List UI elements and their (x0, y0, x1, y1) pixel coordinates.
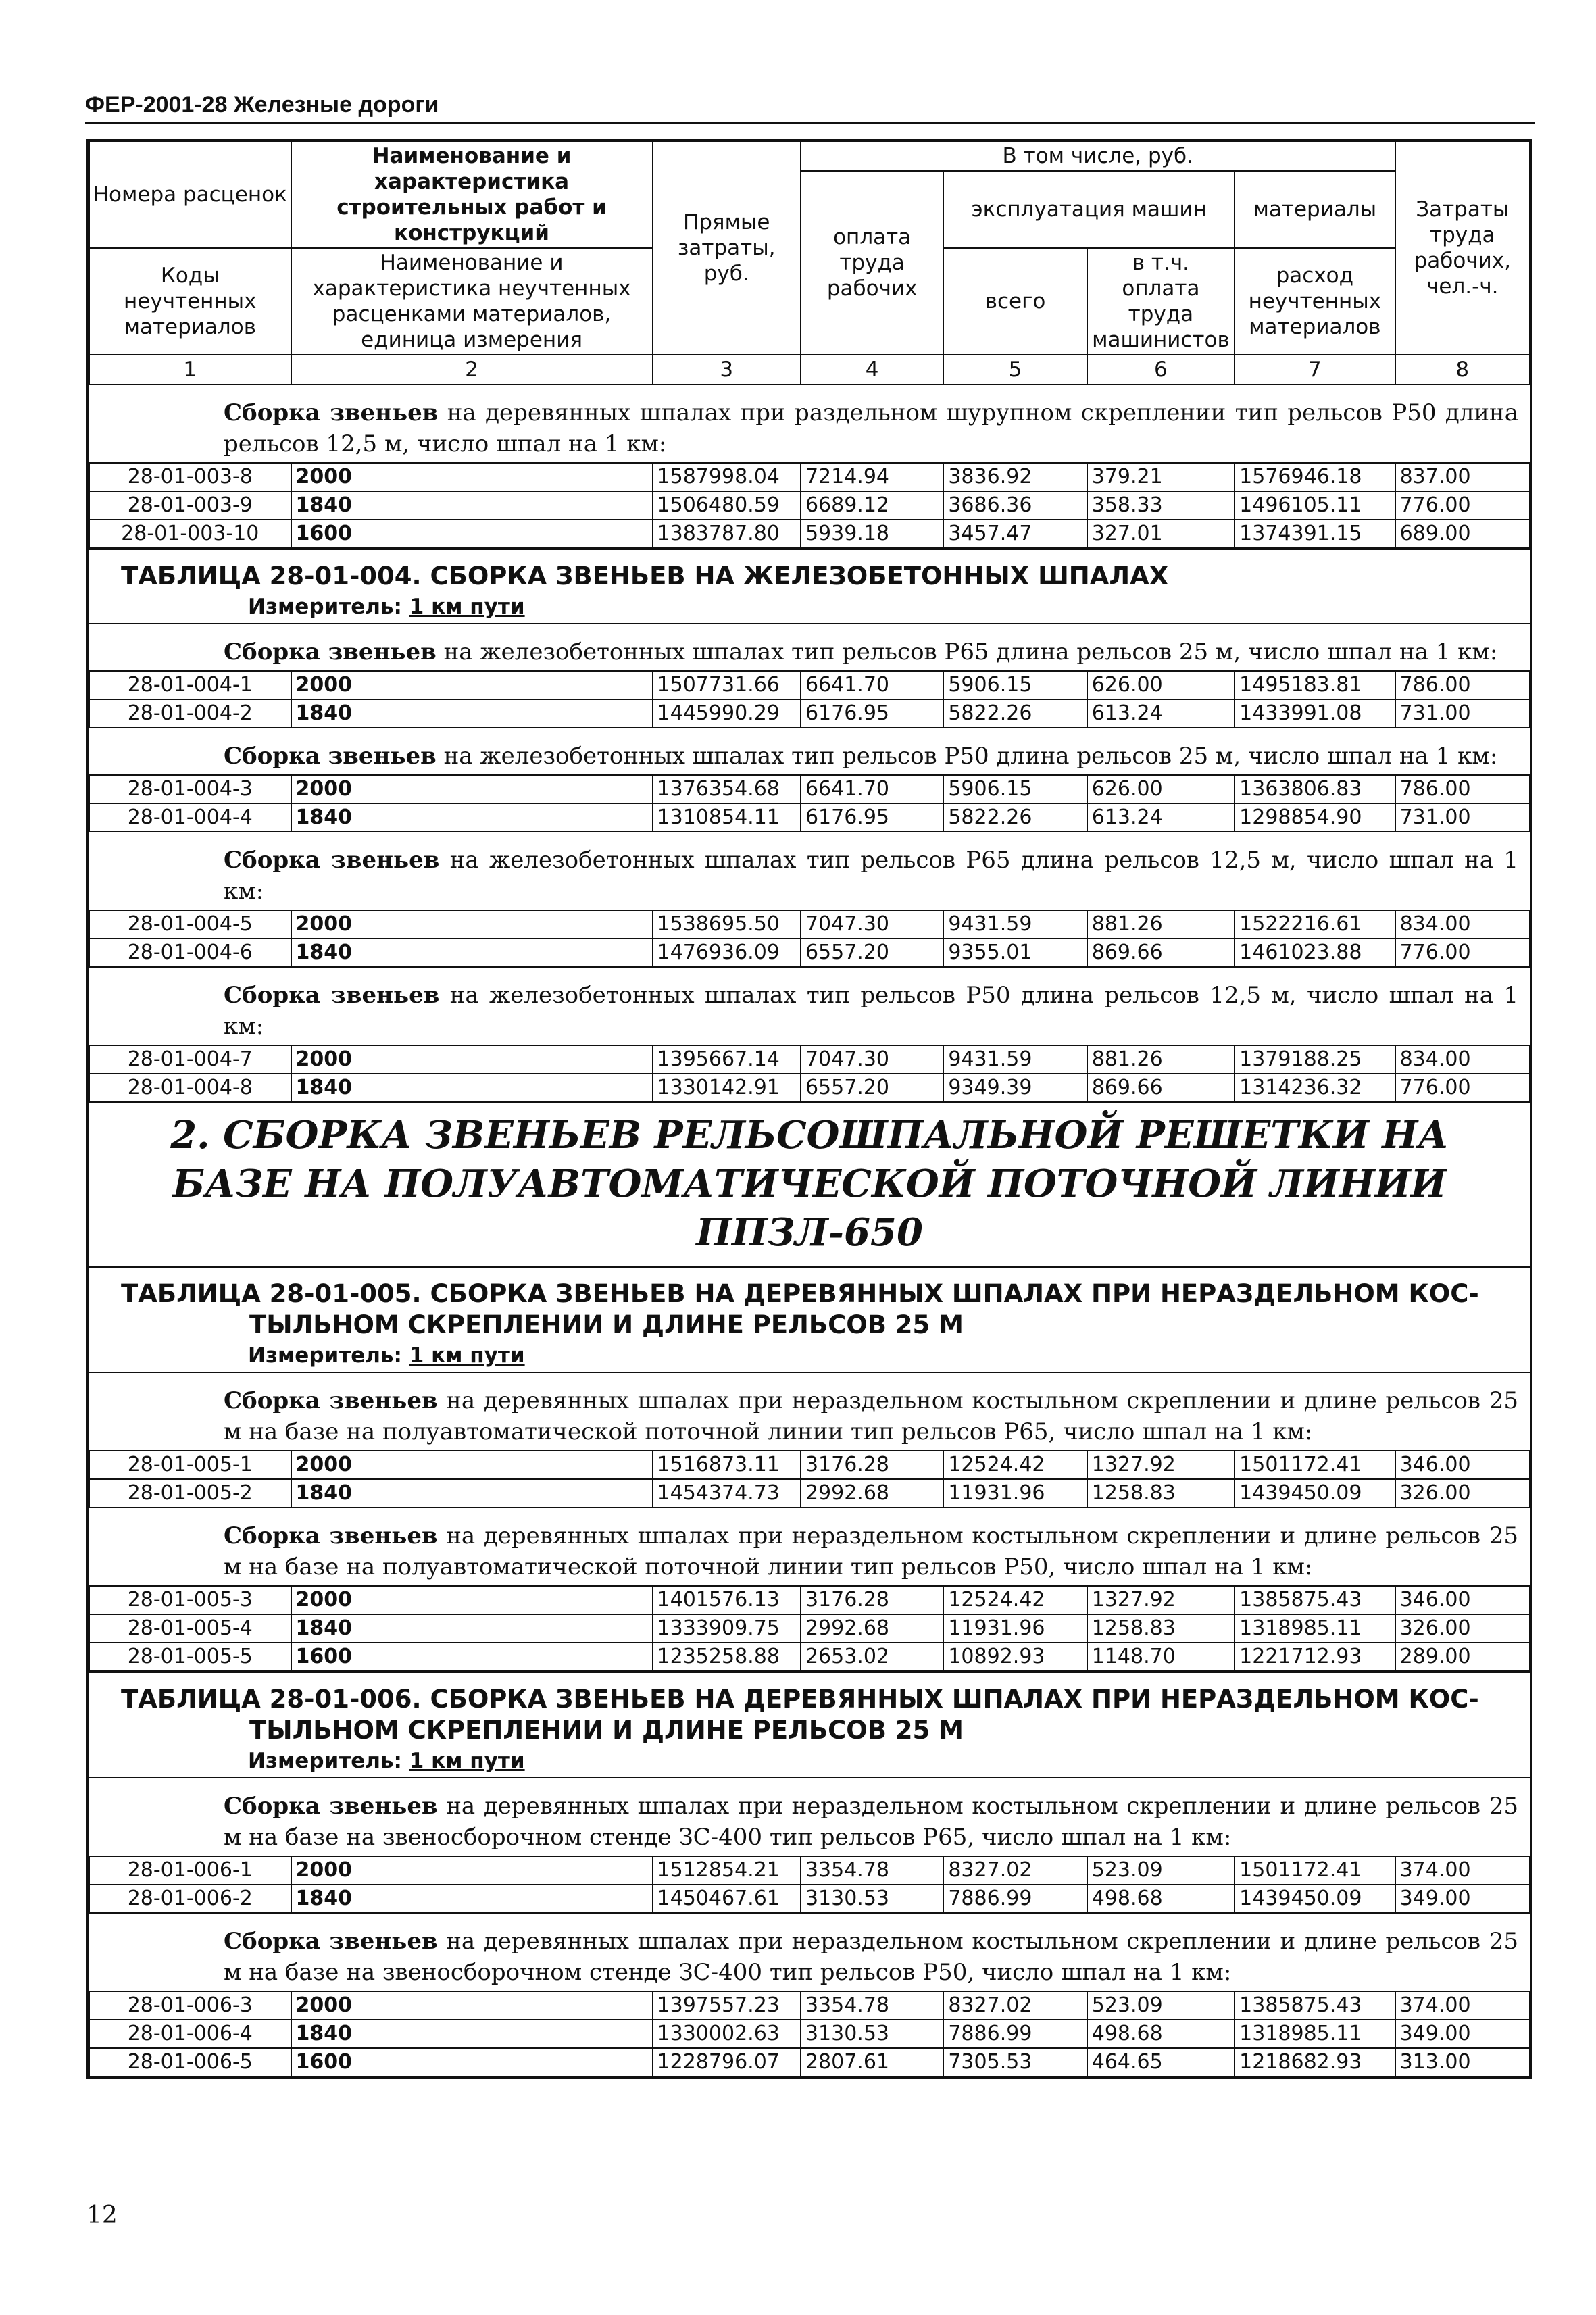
header-rule (85, 122, 1535, 124)
rates-table (89, 910, 1530, 968)
page-number: 12 (86, 2201, 118, 2229)
table-row (89, 910, 1530, 939)
cost-value: 9431.59 (943, 1045, 1087, 1074)
sleepers-count: 1840 (291, 1074, 653, 1102)
table-row (89, 803, 1530, 832)
cost-value: 1385875.43 (1235, 1586, 1395, 1614)
cost-value: 1228796.07 (653, 2048, 801, 2076)
cost-value: 12524.42 (943, 1586, 1087, 1614)
sleepers-count: 2000 (291, 463, 653, 491)
table-title-line: ТАБЛИЦА 28-01-006. СБОРКА ЗВЕНЬЕВ НА ДЕРЕВЯННЫХ ШПАЛАХ ПРИ НЕРАЗДЕЛЬНОМ КОС- (121, 1685, 1479, 1714)
cost-value: 1258.83 (1087, 1479, 1235, 1508)
cost-value: 5822.26 (943, 699, 1087, 728)
cost-value: 1298854.90 (1235, 803, 1395, 832)
table-title (89, 1268, 1530, 1341)
col-code-bottom: Коды неучтенных материалов (89, 248, 291, 355)
measure-label: Измеритель: (248, 1749, 402, 1773)
group-title-lead: Сборка звеньев (224, 847, 440, 874)
column-number: 2 (291, 355, 653, 384)
cost-value: 6557.20 (801, 939, 943, 967)
column-number: 5 (943, 355, 1087, 384)
col-name-top: Наименование и характеристика строительных работ и конструкций (291, 141, 653, 248)
sleepers-count: 2000 (291, 1451, 653, 1479)
cost-value: 6176.95 (801, 803, 943, 832)
group-title-lead: Сборка звеньев (224, 1522, 438, 1549)
cost-value: 374.00 (1395, 1991, 1530, 2020)
group-title-text: на деревянных шпалах при нераздельном костыльном скреплении и длине рельсов 25 м на базе на полуавтоматической поточной линии тип рельсов Р50, число шпал на 1 км: (224, 1522, 1518, 1580)
cost-value: 3176.28 (801, 1451, 943, 1479)
table-row (89, 1614, 1530, 1643)
cost-value: 613.24 (1087, 803, 1235, 832)
rate-code: 28-01-004-7 (89, 1045, 291, 1074)
group-title (89, 968, 1530, 1045)
group-title (89, 1778, 1530, 1856)
rate-code: 28-01-004-5 (89, 910, 291, 939)
cost-value: 7047.30 (801, 1045, 943, 1074)
cost-value: 834.00 (1395, 1045, 1530, 1074)
cost-value: 7047.30 (801, 910, 943, 939)
cost-value: 6176.95 (801, 699, 943, 728)
cost-value: 6641.70 (801, 671, 943, 699)
col-incl: В том числе, руб. (801, 141, 1395, 171)
table-row (89, 939, 1530, 967)
table-title (89, 550, 1530, 592)
cost-value: 1397557.23 (653, 1991, 801, 2020)
table-row (89, 1074, 1530, 1102)
table-title-line: ТЫЛЬНОМ СКРЕПЛЕНИИ И ДЛИНЕ РЕЛЬСОВ 25 М (249, 1310, 964, 1339)
group-title-lead: Сборка звеньев (224, 982, 440, 1009)
cost-value: 1476936.09 (653, 939, 801, 967)
col-materials: материалы (1235, 171, 1395, 248)
rate-code: 28-01-003-8 (89, 463, 291, 491)
section-title: 2. СБОРКА ЗВЕНЬЕВ РЕЛЬСОШПАЛЬНОЙ РЕШЕТКИ НА БАЗЕ НА ПОЛУАВТОМАТИЧЕСКОЙ ПОТОЧНОЙ ЛИНИИ ППЗЛ-650 (170, 1113, 1449, 1255)
table-header (89, 141, 1530, 385)
measure-unit (89, 1746, 1530, 1777)
cost-value: 1522216.61 (1235, 910, 1395, 939)
sleepers-count: 1840 (291, 2020, 653, 2048)
column-number: 7 (1235, 355, 1395, 384)
sleepers-count: 2000 (291, 775, 653, 803)
measure-value: 1 км пути (409, 1343, 525, 1368)
cost-value: 3836.92 (943, 463, 1087, 491)
rates-table (89, 670, 1530, 728)
group-title-text: на деревянных шпалах при раздельном шурупном скреплении тип рельсов Р50 длина рельсов 12,5 м, число шпал на 1 км: (224, 399, 1518, 457)
rate-code: 28-01-005-5 (89, 1643, 291, 1671)
table-row (89, 2020, 1530, 2048)
cost-value: 3354.78 (801, 1856, 943, 1885)
cost-value: 1327.92 (1087, 1451, 1235, 1479)
cost-value: 1327.92 (1087, 1586, 1235, 1614)
measure-label: Измеритель: (248, 1343, 402, 1368)
rates-table (89, 1856, 1530, 1914)
group-title (89, 385, 1530, 462)
cost-value: 7886.99 (943, 1885, 1087, 1913)
rates-table (89, 462, 1530, 549)
cost-value: 5906.15 (943, 775, 1087, 803)
cost-value: 776.00 (1395, 939, 1530, 967)
column-number: 6 (1087, 355, 1235, 384)
table-row (89, 463, 1530, 491)
sleepers-count: 2000 (291, 671, 653, 699)
cost-value: 7214.94 (801, 463, 943, 491)
group-title (89, 728, 1530, 774)
cost-value: 1461023.88 (1235, 939, 1395, 967)
cost-value: 12524.42 (943, 1451, 1087, 1479)
cost-value: 1516873.11 (653, 1451, 801, 1479)
cost-value: 8327.02 (943, 1991, 1087, 2020)
cost-value: 3686.36 (943, 491, 1087, 520)
table-row (89, 1856, 1530, 1885)
cost-value: 3457.47 (943, 520, 1087, 548)
table-body (89, 385, 1530, 2077)
col-labor-pay: оплата труда рабочих (801, 171, 943, 355)
sleepers-count: 1840 (291, 939, 653, 967)
rate-code: 28-01-004-2 (89, 699, 291, 728)
col-machines: эксплуатация машин (943, 171, 1235, 248)
cost-value: 1314236.32 (1235, 1074, 1395, 1102)
col-name-bottom: Наименование и характеристика неучтенных расценками материалов, единица измерения (291, 248, 653, 355)
cost-value: 1495183.81 (1235, 671, 1395, 699)
cost-value: 464.65 (1087, 2048, 1235, 2076)
cost-value: 1318985.11 (1235, 2020, 1395, 2048)
cost-value: 5906.15 (943, 671, 1087, 699)
cost-value: 869.66 (1087, 1074, 1235, 1102)
table-row (89, 1643, 1530, 1671)
sleepers-count: 2000 (291, 1856, 653, 1885)
measure-value: 1 км пути (409, 1749, 525, 1773)
cost-value: 1333909.75 (653, 1614, 801, 1643)
cost-value: 1385875.43 (1235, 1991, 1395, 2020)
cost-value: 11931.96 (943, 1479, 1087, 1508)
cost-value: 1445990.29 (653, 699, 801, 728)
sleepers-count: 1840 (291, 803, 653, 832)
rate-table (86, 139, 1532, 2079)
cost-value: 1379188.25 (1235, 1045, 1395, 1074)
rates-table (89, 1045, 1530, 1103)
sleepers-count: 1600 (291, 2048, 653, 2076)
cost-value: 1376354.68 (653, 775, 801, 803)
cost-value: 1439450.09 (1235, 1885, 1395, 1913)
cost-value: 869.66 (1087, 939, 1235, 967)
rate-code: 28-01-006-2 (89, 1885, 291, 1913)
group-title-text: на железобетонных шпалах тип рельсов Р50 длина рельсов 12,5 м, число шпал на 1 км: (224, 982, 1518, 1040)
cost-value: 1501172.41 (1235, 1856, 1395, 1885)
sleepers-count: 2000 (291, 1991, 653, 2020)
group-title (89, 1508, 1530, 1585)
rate-code: 28-01-004-1 (89, 671, 291, 699)
cost-value: 9355.01 (943, 939, 1087, 967)
cost-value: 346.00 (1395, 1586, 1530, 1614)
cost-value: 1538695.50 (653, 910, 801, 939)
cost-value: 5939.18 (801, 520, 943, 548)
cost-value: 1318985.11 (1235, 1614, 1395, 1643)
cost-value: 834.00 (1395, 910, 1530, 939)
cost-value: 2992.68 (801, 1479, 943, 1508)
cost-value: 326.00 (1395, 1479, 1530, 1508)
col-code-top: Номера расценок (89, 141, 291, 248)
table-row (89, 1586, 1530, 1614)
group-title-text: на железобетонных шпалах тип рельсов Р65 длина рельсов 12,5 м, число шпал на 1 км: (224, 847, 1518, 905)
sleepers-count: 1600 (291, 1643, 653, 1671)
table-title (89, 1673, 1530, 1746)
cost-value: 1496105.11 (1235, 491, 1395, 520)
col-machines-operator: в т.ч. оплата труда машинистов (1087, 248, 1235, 355)
cost-value: 1383787.80 (653, 520, 801, 548)
col-labor: Затраты труда рабочих, чел.-ч. (1395, 141, 1530, 355)
cost-value: 1450467.61 (653, 1885, 801, 1913)
rate-code: 28-01-004-3 (89, 775, 291, 803)
cost-value: 626.00 (1087, 671, 1235, 699)
cost-value: 7305.53 (943, 2048, 1087, 2076)
rates-table (89, 1585, 1530, 1672)
group-title-lead: Сборка звеньев (224, 639, 437, 666)
cost-value: 881.26 (1087, 1045, 1235, 1074)
rate-code: 28-01-004-4 (89, 803, 291, 832)
cost-value: 1374391.15 (1235, 520, 1395, 548)
cost-value: 8327.02 (943, 1856, 1087, 1885)
measure-unit (89, 592, 1530, 623)
cost-value: 358.33 (1087, 491, 1235, 520)
cost-value: 379.21 (1087, 463, 1235, 491)
cost-value: 327.01 (1087, 520, 1235, 548)
measure-label: Измеритель: (248, 595, 402, 619)
cost-value: 2653.02 (801, 1643, 943, 1671)
cost-value: 1433991.08 (1235, 699, 1395, 728)
table-title-line: ТЫЛЬНОМ СКРЕПЛЕНИИ И ДЛИНЕ РЕЛЬСОВ 25 М (249, 1716, 964, 1745)
measure-value: 1 км пути (409, 595, 525, 619)
measure-unit (89, 1341, 1530, 1372)
col-direct: Прямые затраты, руб. (653, 141, 801, 355)
cost-value: 776.00 (1395, 491, 1530, 520)
table-row (89, 491, 1530, 520)
cost-value: 731.00 (1395, 803, 1530, 832)
cost-value: 313.00 (1395, 2048, 1530, 2076)
cost-value: 1439450.09 (1235, 1479, 1395, 1508)
group-title-lead: Сборка звеньев (224, 743, 437, 770)
cost-value: 837.00 (1395, 463, 1530, 491)
table-row (89, 1479, 1530, 1508)
table-row (89, 1885, 1530, 1913)
group-title-text: на деревянных шпалах при нераздельном костыльном скреплении и длине рельсов 25 м на базе на звеносборочном стенде ЗС-400 тип рельсов Р50, число шпал на 1 км: (224, 1928, 1518, 1986)
cost-value: 498.68 (1087, 1885, 1235, 1913)
table-row (89, 1991, 1530, 2020)
sleepers-count: 2000 (291, 910, 653, 939)
table-row (89, 671, 1530, 699)
group-title-text: на деревянных шпалах при нераздельном костыльном скреплении и длине рельсов 25 м на базе на полуавтоматической поточной линии тип рельсов Р65, число шпал на 1 км: (224, 1387, 1518, 1445)
column-number: 4 (801, 355, 943, 384)
cost-value: 1258.83 (1087, 1614, 1235, 1643)
rates-table (89, 774, 1530, 832)
sleepers-count: 1840 (291, 1885, 653, 1913)
running-header: ФЕР-2001-28 Железные дороги (85, 92, 439, 118)
cost-value: 731.00 (1395, 699, 1530, 728)
table-row (89, 2048, 1530, 2076)
cost-value: 786.00 (1395, 671, 1530, 699)
cost-value: 3354.78 (801, 1991, 943, 2020)
cost-value: 11931.96 (943, 1614, 1087, 1643)
sleepers-count: 1840 (291, 699, 653, 728)
cost-value: 881.26 (1087, 910, 1235, 939)
sleepers-count: 1840 (291, 491, 653, 520)
table-row (89, 520, 1530, 548)
cost-value: 1330142.91 (653, 1074, 801, 1102)
cost-value: 1501172.41 (1235, 1451, 1395, 1479)
rate-code: 28-01-005-4 (89, 1614, 291, 1643)
cost-value: 1587998.04 (653, 463, 801, 491)
cost-value: 3176.28 (801, 1586, 943, 1614)
cost-value: 7886.99 (943, 2020, 1087, 2048)
sleepers-count: 1840 (291, 1479, 653, 1508)
table-title-line: ТАБЛИЦА 28-01-005. СБОРКА ЗВЕНЬЕВ НА ДЕРЕВЯННЫХ ШПАЛАХ ПРИ НЕРАЗДЕЛЬНОМ КОС- (121, 1279, 1479, 1308)
group-title (89, 1373, 1530, 1450)
cost-value: 1576946.18 (1235, 463, 1395, 491)
cost-value: 1401576.13 (653, 1586, 801, 1614)
cost-value: 1330002.63 (653, 2020, 801, 2048)
rate-code: 28-01-004-8 (89, 1074, 291, 1102)
cost-value: 10892.93 (943, 1643, 1087, 1671)
cost-value: 1506480.59 (653, 491, 801, 520)
rate-code: 28-01-003-10 (89, 520, 291, 548)
cost-value: 6641.70 (801, 775, 943, 803)
group-title-lead: Сборка звеньев (224, 1928, 438, 1955)
cost-value: 1507731.66 (653, 671, 801, 699)
group-title (89, 1914, 1530, 1991)
group-title (89, 624, 1530, 670)
cost-value: 1148.70 (1087, 1643, 1235, 1671)
cost-value: 326.00 (1395, 1614, 1530, 1643)
table-row (89, 775, 1530, 803)
rate-code: 28-01-006-4 (89, 2020, 291, 2048)
cost-value: 3130.53 (801, 2020, 943, 2048)
column-number: 8 (1395, 355, 1530, 384)
cost-value: 523.09 (1087, 1991, 1235, 2020)
rate-code: 28-01-006-3 (89, 1991, 291, 2020)
cost-value: 1310854.11 (653, 803, 801, 832)
cost-value: 1512854.21 (653, 1856, 801, 1885)
group-title-text: на деревянных шпалах при нераздельном костыльном скреплении и длине рельсов 25 м на базе на звеносборочном стенде ЗС-400 тип рельсов Р65, число шпал на 1 км: (224, 1793, 1518, 1851)
col-materials-expense: расход неучтенных материалов (1235, 248, 1395, 355)
cost-value: 9431.59 (943, 910, 1087, 939)
rate-code: 28-01-006-5 (89, 2048, 291, 2076)
rate-code: 28-01-003-9 (89, 491, 291, 520)
cost-value: 626.00 (1087, 775, 1235, 803)
cost-value: 1218682.93 (1235, 2048, 1395, 2076)
cost-value: 289.00 (1395, 1643, 1530, 1671)
group-title (89, 832, 1530, 910)
cost-value: 613.24 (1087, 699, 1235, 728)
table-title-line: ТАБЛИЦА 28-01-004. СБОРКА ЗВЕНЬЕВ НА ЖЕЛЕЗОБЕТОННЫХ ШПАЛАХ (121, 562, 1169, 591)
cost-value: 2807.61 (801, 2048, 943, 2076)
group-title-lead: Сборка звеньев (224, 1387, 438, 1414)
cost-value: 498.68 (1087, 2020, 1235, 2048)
cost-value: 5822.26 (943, 803, 1087, 832)
col-machines-total: всего (943, 248, 1087, 355)
cost-value: 374.00 (1395, 1856, 1530, 1885)
cost-value: 9349.39 (943, 1074, 1087, 1102)
cost-value: 689.00 (1395, 520, 1530, 548)
cost-value: 1363806.83 (1235, 775, 1395, 803)
table-row (89, 1451, 1530, 1479)
rate-code: 28-01-006-1 (89, 1856, 291, 1885)
cost-value: 349.00 (1395, 1885, 1530, 1913)
group-title-text: на железобетонных шпалах тип рельсов Р65 длина рельсов 25 м, число шпал на 1 км: (436, 639, 1498, 666)
cost-value: 3130.53 (801, 1885, 943, 1913)
group-title-lead: Сборка звеньев (224, 1793, 438, 1820)
cost-value: 6557.20 (801, 1074, 943, 1102)
cost-value: 1221712.93 (1235, 1643, 1395, 1671)
cost-value: 1454374.73 (653, 1479, 801, 1508)
table-row (89, 1045, 1530, 1074)
cost-value: 786.00 (1395, 775, 1530, 803)
cost-value: 776.00 (1395, 1074, 1530, 1102)
cost-value: 346.00 (1395, 1451, 1530, 1479)
sleepers-count: 1840 (291, 1614, 653, 1643)
cost-value: 1395667.14 (653, 1045, 801, 1074)
sleepers-count: 2000 (291, 1045, 653, 1074)
rates-table (89, 1991, 1530, 2077)
cost-value: 6689.12 (801, 491, 943, 520)
sleepers-count: 2000 (291, 1586, 653, 1614)
cost-value: 349.00 (1395, 2020, 1530, 2048)
cost-value: 523.09 (1087, 1856, 1235, 1885)
rates-table (89, 1450, 1530, 1508)
rate-code: 28-01-005-2 (89, 1479, 291, 1508)
column-number: 1 (89, 355, 291, 384)
column-number: 3 (653, 355, 801, 384)
cost-value: 1235258.88 (653, 1643, 801, 1671)
rate-code: 28-01-005-1 (89, 1451, 291, 1479)
sleepers-count: 1600 (291, 520, 653, 548)
table-row (89, 699, 1530, 728)
group-title-text: на железобетонных шпалах тип рельсов Р50 длина рельсов 25 м, число шпал на 1 км: (436, 743, 1498, 770)
rate-code: 28-01-005-3 (89, 1586, 291, 1614)
group-title-lead: Сборка звеньев (224, 399, 439, 426)
cost-value: 2992.68 (801, 1614, 943, 1643)
rate-code: 28-01-004-6 (89, 939, 291, 967)
